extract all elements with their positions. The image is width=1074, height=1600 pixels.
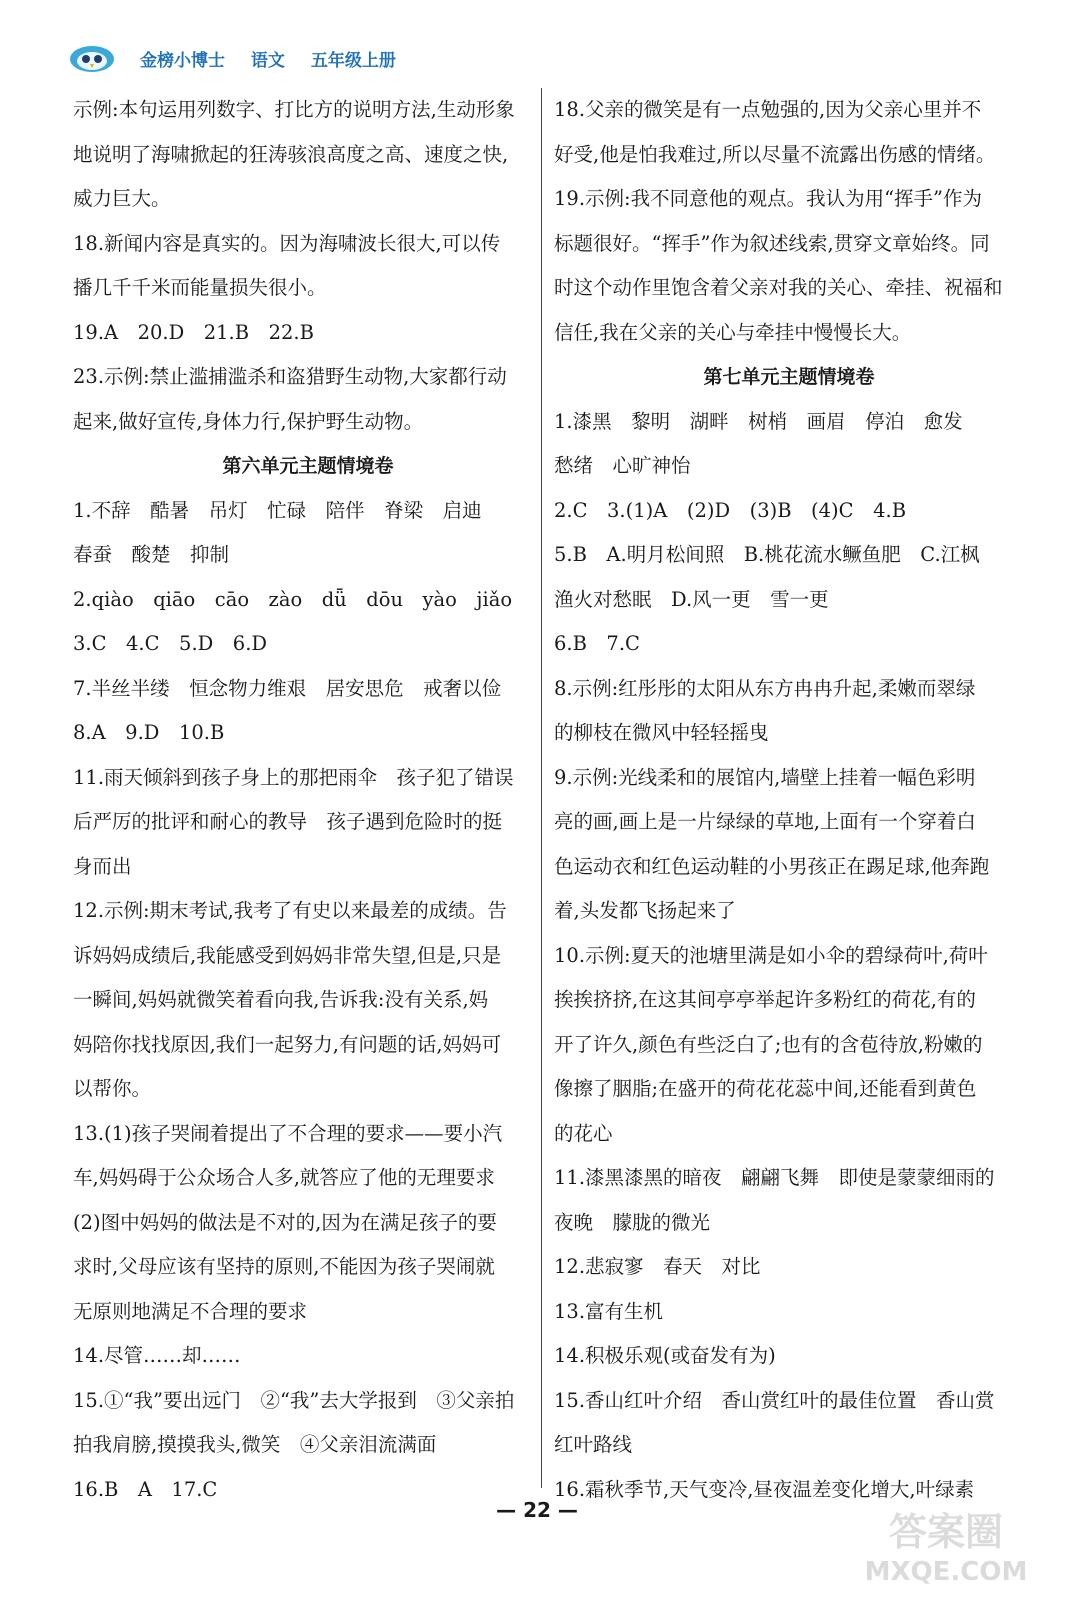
answer-line: 14.尽管……却……: [73, 1344, 241, 1367]
answer-line: 3.C 4.C 5.D 6.D: [73, 632, 268, 655]
answer-line: 8.示例:红彤彤的太阳从东方冉冉升起,柔嫩而翠绿: [554, 676, 976, 700]
header-subject: 语文: [250, 51, 285, 71]
answer-line: 18.父亲的微笑是有一点勉强的,因为父亲心里并不: [554, 98, 982, 121]
answer-line: 红叶路线: [554, 1433, 633, 1456]
answer-line: 起来,做好宣传,身体力行,保护野生动物。: [73, 409, 424, 433]
answer-line: 愁绪 心旷神怡: [554, 454, 691, 477]
watermark-logo: [836, 1500, 1056, 1590]
left-column: [73, 88, 543, 1512]
answer-line: 挨挨挤挤,在这其间亭亭举起许多粉红的荷花,有的: [554, 988, 976, 1011]
answer-line: 春蚕 酸楚 抑制: [73, 543, 230, 566]
answer-line: 后严厉的批评和耐心的教导 孩子遇到危险时的挺: [73, 810, 503, 833]
answer-line: 16.B A 17.C: [73, 1477, 218, 1501]
answer-line: 23.示例:禁止滥捕滥杀和盗猎野生动物,大家都行动: [73, 365, 507, 388]
column-divider: [541, 88, 542, 1488]
answer-line: 16.霜秋季节,天气变冷,昼夜温差变化增大,叶绿素: [554, 1477, 975, 1501]
answer-line: 13.(1)孩子哭闹着提出了不合理的要求——要小汽: [73, 1121, 503, 1145]
answer-line: 像擦了胭脂;在盛开的荷花花蕊中间,还能看到黄色: [554, 1077, 977, 1100]
answer-line: 2.C 3.(1)A (2)D (3)B (4)C 4.B: [554, 498, 907, 522]
answer-line: 信任,我在父亲的关心与牵挂中慢慢长大。: [554, 320, 912, 344]
header-title: [140, 46, 416, 71]
answer-line: 11.雨天倾斜到孩子身上的那把雨伞 孩子犯了错误: [73, 765, 514, 789]
section-title: 第六单元主题情境卷: [222, 455, 394, 477]
answer-line: 身而出: [73, 854, 132, 878]
answer-line: 开了许久,颜色有些泛白了;也有的含苞待放,粉嫩的: [554, 1032, 983, 1056]
answer-line: 妈陪你找找原因,我们一起努力,有问题的话,妈妈可: [73, 1032, 502, 1056]
answer-line: 5.B A.明月松间照 B.桃花流水鳜鱼肥 C.江枫: [554, 543, 980, 566]
answer-line: 6.B 7.C: [554, 632, 640, 655]
right-column: [554, 88, 1024, 1512]
page-header: [60, 38, 1020, 78]
answer-line: 诉妈妈成绩后,我能感受到妈妈非常失望,但是,只是: [73, 943, 502, 967]
answer-line: 12.悲寂寥 春天 对比: [554, 1255, 761, 1278]
answer-line: 色运动衣和红色运动鞋的小男孩正在踢足球,他奔跑: [554, 854, 990, 878]
answer-line: 一瞬间,妈妈就微笑着看向我,告诉我:没有关系,妈: [73, 988, 489, 1011]
answer-line: 1.漆黑 黎明 湖畔 树梢 画眉 停泊 愈发: [554, 409, 963, 433]
answer-line: 8.A 9.D 10.B: [73, 721, 225, 744]
answer-line: 12.示例:期末考试,我考了有史以来最差的成绩。告: [73, 899, 507, 922]
answer-line: 夜晚 朦胧的微光: [554, 1210, 711, 1234]
answer-line: 19.A 20.D 21.B 22.B: [73, 320, 314, 344]
owl-logo-icon: [68, 44, 116, 74]
answer-line: 9.示例:光线柔和的展馆内,墙壁上挂着一幅色彩明: [554, 765, 976, 789]
watermark-top: 答案圈: [888, 1510, 1004, 1554]
answer-line: 11.漆黑漆黑的暗夜 翩翩飞舞 即使是蒙蒙细雨的: [554, 1166, 995, 1189]
answer-line: 地说明了海啸掀起的狂涛骇浪高度之高、速度之快,: [73, 142, 509, 166]
answer-line: 无原则地满足不合理的要求: [73, 1299, 308, 1323]
answer-line: 亮的画,画上是一片绿绿的草地,上面有一个穿着白: [554, 810, 976, 833]
answer-line: 拍我肩膀,摸摸我头,微笑 ④父亲泪流满面: [73, 1433, 437, 1456]
answer-line: 1.不辞 酷暑 吊灯 忙碌 陪伴 脊梁 启迪: [73, 498, 482, 522]
answer-line: 15.香山红叶介绍 香山赏红叶的最佳位置 香山赏: [554, 1388, 995, 1412]
answer-line: 7.半丝半缕 恒念物力维艰 居安思危 戒奢以俭: [73, 676, 502, 700]
watermark-bottom: MXQE.COM: [864, 1557, 1028, 1587]
answer-line: (2)图中妈妈的做法是不对的,因为在满足孩子的要: [73, 1210, 497, 1234]
answer-line: 威力巨大。: [73, 187, 171, 210]
answer-line: 的柳枝在微风中轻轻摇曳: [554, 721, 769, 744]
answer-line: 以帮你。: [73, 1077, 152, 1100]
answer-line: 播几千千米而能量损失很小。: [73, 276, 327, 299]
answer-line: 示例:本句运用列数字、打比方的说明方法,生动形象: [73, 98, 515, 121]
answer-line: 的花心: [554, 1121, 613, 1145]
answer-line: 好受,他是怕我难过,所以尽量不流露出伤感的情绪。: [554, 142, 996, 166]
answer-line: 13.富有生机: [554, 1299, 664, 1323]
answer-line: 15.①“我”要出远门 ②“我”去大学报到 ③父亲拍: [73, 1388, 515, 1412]
answer-line: 2.qiào qiāo cāo zào dǖ dōu yào jiǎo: [73, 587, 513, 611]
header-brand: 金榜小博士: [140, 51, 225, 71]
answer-line: 19.示例:我不同意他的观点。我认为用“挥手”作为: [554, 187, 983, 210]
answer-line: 18.新闻内容是真实的。因为海啸波长很大,可以传: [73, 231, 501, 255]
answer-line: 时这个动作里饱含着父亲对我的关心、牵挂、祝福和: [554, 276, 1003, 299]
answer-line: 着,头发都飞扬起来了: [554, 899, 736, 922]
answer-line: 求时,父母应该有坚持的原则,不能因为孩子哭闹就: [73, 1255, 495, 1278]
section-title: 第七单元主题情境卷: [703, 366, 875, 388]
answer-line: 渔火对愁眠 D.风一更 雪一更: [554, 587, 829, 611]
answer-line: 10.示例:夏天的池塘里满是如小伞的碧绿荷叶,荷叶: [554, 943, 988, 967]
answer-line: 14.积极乐观(或奋发有为): [554, 1344, 776, 1367]
answer-line: 标题很好。“挥手”作为叙述线索,贯穿文章始终。同: [554, 231, 990, 255]
answer-line: 车,妈妈碍于公众场合人多,就答应了他的无理要求: [73, 1166, 495, 1189]
page-number: — 22 —: [496, 1498, 578, 1522]
header-grade: 五年级上册: [310, 51, 396, 71]
